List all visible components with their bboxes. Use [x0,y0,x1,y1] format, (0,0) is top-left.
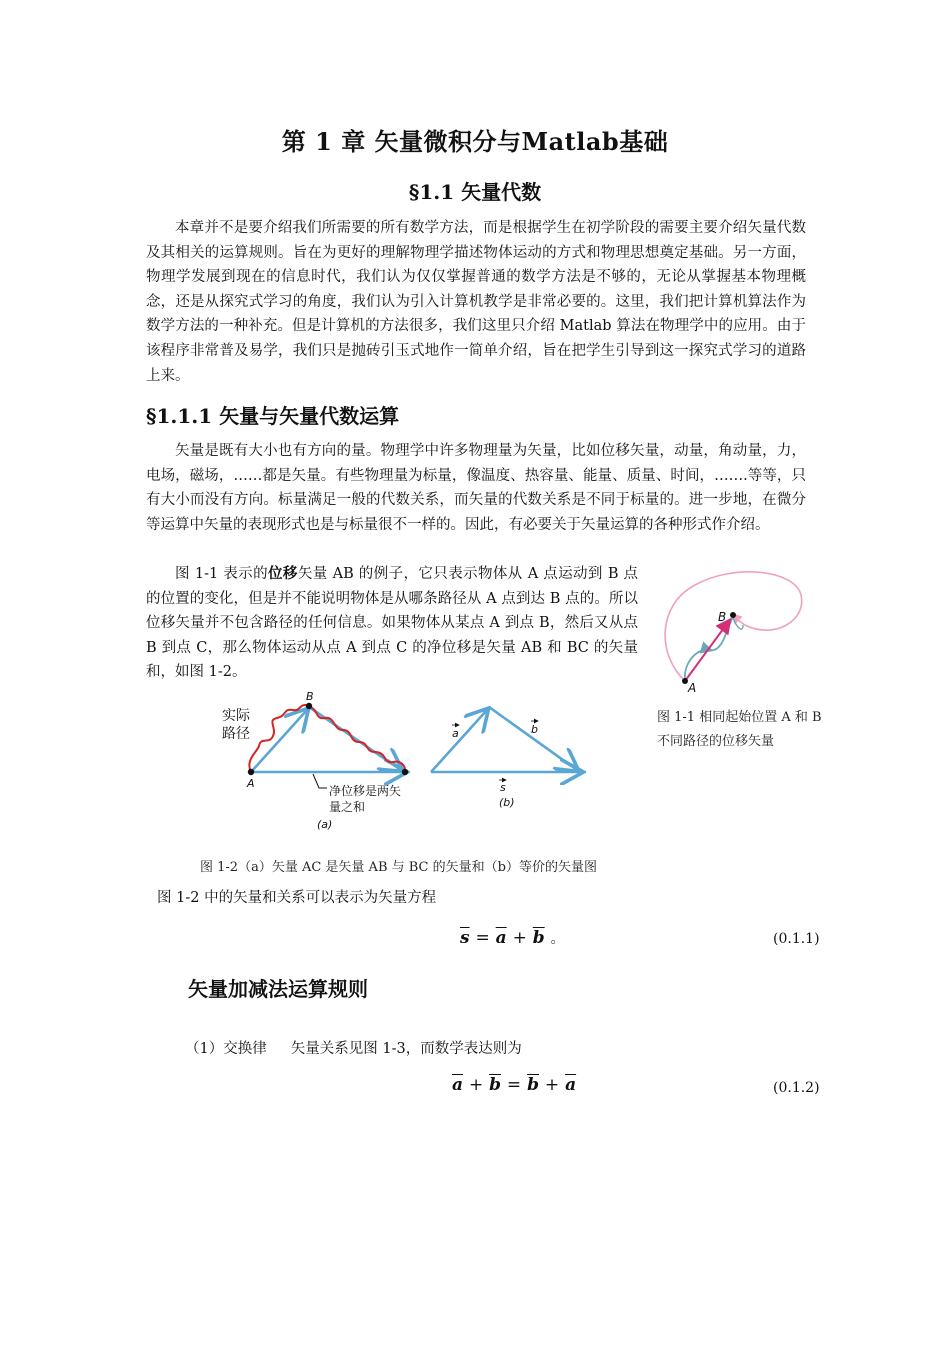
figure-1-1-caption: 图 1-1 相同起始位置 A 和 B 不同路径的位移矢量 [657,710,822,749]
figure-1-1 [655,565,815,695]
fig2-point-c [402,769,408,775]
displacement-text-after: 矢量 AB 的例子，它只表示物体从 A 点运动到 B 点的位置的变化，但是并不能说明物体是从哪条路径从 A 点到达 B 点的。所以位移矢量并不包含路径的任何信息。如果物体从某点 A 到点 B，然后又从点 B 到点 C，那么物体运动从点 A 到点 C 的净位移是矢量 AB 和 BC 的矢量和，如图 1-2。 [146,566,638,681]
point-b-dot [730,612,736,618]
vector-paragraph: 矢量是既有大小也有方向的量。物理学中许多物理量为矢量，比如位移矢量，动量，角动量，力，电场，磁场，……都是矢量。有些物理量为标量，像温度、热容量、能量、质量、时间，…….等等，只有大小而没有方向。标量满足一般的代数关系，而矢量的代数关系是不同于标量的。进一步地，在微分等运算中矢量的表现形式也是与标量很不一样的。因此，有必要关于矢量运算的各种形式作介绍。 [146,443,806,533]
section-title: §1.1 矢量代数 [408,180,542,204]
chapter-title: 第 1 章 矢量微积分与Matlab基础 [281,127,669,156]
panel-a [222,690,408,831]
actual-path [249,705,405,772]
net-label-leader [313,774,327,788]
vector-b [489,707,577,770]
displacement-bold-term: 位移 [268,565,298,582]
eq2-plus2: + [544,1075,560,1095]
commutative-text: 矢量关系见图 1-3，而数学表达则为 [290,1041,522,1057]
eq1-equals: = [475,928,490,948]
eq1-lhs: $\overline{s}$ [460,928,470,948]
displacement-vector-ab [685,621,729,681]
eq1-term1: $\overline{a}$ [495,928,507,948]
displacement-text-before: 图 1-1 表示的 [175,566,268,582]
commutative-label: （1）交换律 [185,1041,267,1057]
equation-0-1-2 [452,1075,576,1095]
fig2-point-b [306,703,312,709]
figure-1-2-caption: 图 1-2（a）矢量 AC 是矢量 AB 与 BC 的矢量和（b）等价的矢量图 [200,860,597,875]
equation-intro: 图 1-2 中的矢量和关系可以表示为矢量方程 [157,890,437,906]
vec-s-label: s [500,781,506,794]
net-label-2: 量之和 [329,800,366,814]
panel-b-tag: (b) [499,796,515,809]
actual-path-label-2: 路径 [222,726,250,742]
eq2-b2: $\overline{b}$ [527,1075,539,1095]
displacement-paragraph [146,562,638,685]
fig2-label-a: A [247,777,255,790]
fig2-point-a [248,769,254,775]
long-curved-path [665,572,802,681]
figure-1-2 [215,690,590,840]
eq2-b1: $\overline{b}$ [489,1075,501,1095]
eq2-plus1: + [468,1075,484,1095]
eq2-a1: $\overline{a}$ [452,1075,464,1095]
vec-b-label: b [531,723,538,736]
eq1-plus: + [512,928,527,948]
commutative-item [185,1037,522,1058]
intro-paragraph: 本章并不是要介绍我们所需要的所有数学方法，而是根据学生在初学阶段的需要主要介绍矢量代数及其相关的运算规则。旨在为更好的理解物理学描述物体运动的方式和物理思想奠定基础。另一方面，物理学发展到现在的信息时代，我们认为仅仅掌握普通的数学方法是不够的，无论从掌握基本物理概念，还是从探究式学习的角度，我们认为引入计算机教学是非常必要的。这里，我们把计算机算法作为数学方法的一种补充。但是计算机的方法很多，我们这里只介绍 Matlab 算法在物理学中的应用。由于该程序非常普及易学，我们只是抛砖引玉式地作一简单介绍，旨在把学生引导到这一探究式学习的道路上来。 [146,220,806,384]
fig1-label-a: A [688,681,697,695]
rules-title: 矢量加减法运算规则 [188,977,368,1001]
vec-a-label: a [452,727,459,740]
eq1-term2: $\overline{b}$ [532,928,545,948]
vector-ab [251,710,307,772]
equation-0-1-1 [460,928,565,948]
net-label-1: 净位移是两矢 [329,784,402,798]
eq1-tail: 。 [550,931,565,947]
eq2-a2: $\overline{a}$ [565,1075,577,1095]
eq2-equals: = [506,1075,522,1095]
subsection-title: §1.1.1 矢量与矢量代数运算 [146,404,400,428]
equation-number-1: (0.1.1) [773,931,820,947]
vector-a [431,710,487,772]
fig1-label-b: B [718,610,727,624]
panel-a-tag: (a) [317,818,333,831]
fig2-label-b: B [306,690,314,703]
equation-number-2: (0.1.2) [773,1080,820,1096]
panel-b [431,707,581,809]
actual-path-label-1: 实际 [222,708,250,724]
